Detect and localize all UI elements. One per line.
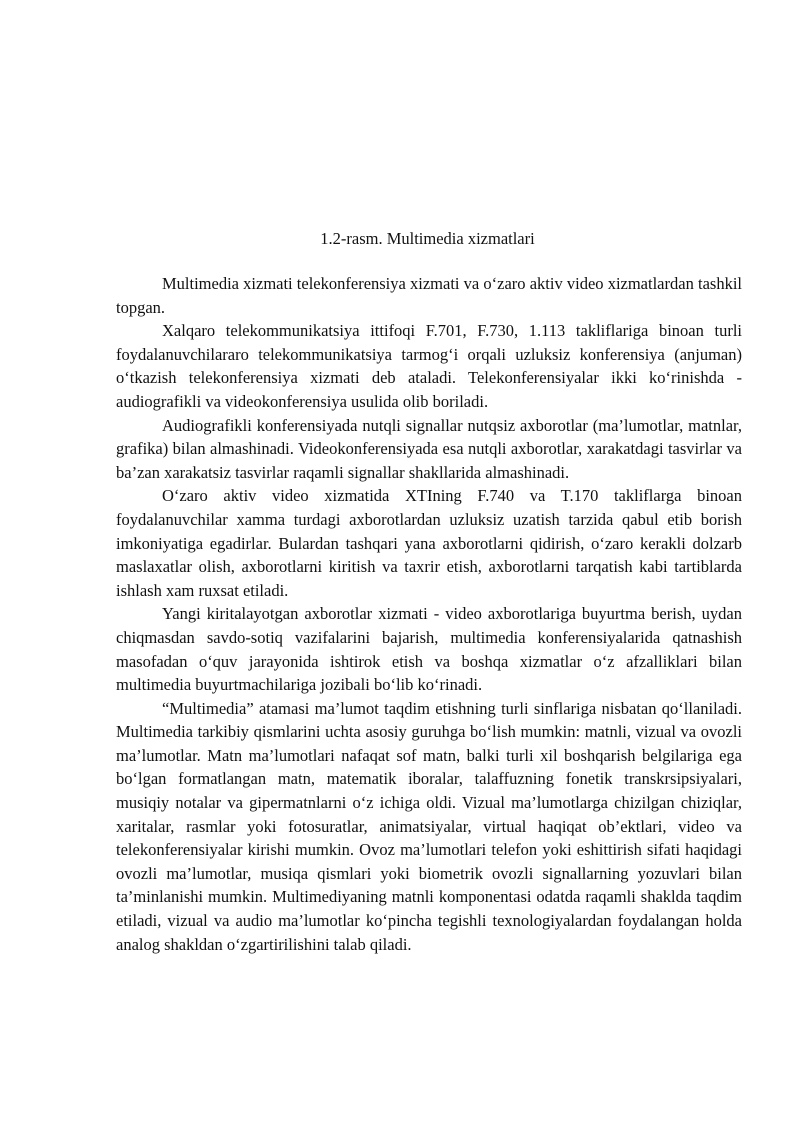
paragraph: Multimedia xizmati telekonferensiya xizmati va o‘zaro aktiv video xizmatlardan tashkil topgan. [116, 274, 742, 317]
paragraph: Xalqaro telekommunikatsiya ittifoqi F.701, F.730, 1.113 takliflariga binoan turli foydalanuvchilararo telekommunikatsiya tarmog‘i orqali uzluksiz konferensiya (anjuman) o‘tkazish telekonferensiya xizmati deb ataladi. Telekonferensiyalar ikki ko‘rinishda - audiografikli va videokonferensiya usulida olib boriladi. [116, 321, 742, 411]
paragraph: Audiografikli konferensiyada nutqli signallar nutqsiz axborotlar (ma’lumotlar, matnlar, grafika) bilan almashinadi. Videokonferensiyada esa nutqli axborotlar, xarakatdagi tasvirlar va ba’zan xarakatsiz tasvirlar raqamli signallar shakllarida almashinadi. [116, 415, 742, 482]
paragraph: “Multimedia” atamasi ma’lumot taqdim etishning turli sinflariga nisbatan qo‘llaniladi. Multimedia tarkibiy qismlarini uchta asosiy guruhga bo‘lish mumkin: matnli, vizual va ovozli ma’lumotlar. Matn ma’lumotlari nafaqat sof matn, balki turli xil boshqarish belgilariga ega bo‘lgan formatlangan matn, matematik iboralar, talaffuzning fonetik transkrsipsiyalari, musiqiy notalar va gipermatnlarni o‘z ichiga oldi. Vizual ma’lumotlarga chizilgan chiziqlar, xaritalar, rasmlar yoki fotosuratlar, animatsiyalar, virtual haqiqat ob’ektlari, video va telekonferensiyalar kirishi mumkin. Ovoz ma’lumotlari telefon yoki eshittirish sifati haqidagi ovozli ma’lumotlar, musiqa qismlari yoki biometrik ovozli signallarning yozuvlari bilan ta’minlanishi mumkin. Multimediyaning matnli komponentasi odatda raqamli shaklda taqdim etiladi, vizual va audio ma’lumotlar ko‘pincha tegishli texnologiyalardan foydalangan holda analog shakldan o‘zgartirilishini talab qiladi. [116, 698, 742, 954]
paragraph: O‘zaro aktiv video xizmatida XTIning F.740 va T.170 takliflarga binoan foydalanuvchilar xamma turdagi axborotlardan uzluksiz uzatish tarzida qabul etib borish imkoniyatiga egadirlar. Bulardan tashqari yana axborotlarni qidirish, o‘zaro kerakli dolzarb maslaxatlar olish, axborotlarni kiritish va taxrir etish, axborotlarni tarqatish kabi tartiblarda ishlash xam ruxsat etiladi. [116, 486, 742, 600]
figure-caption: 1.2-rasm. Multimedia xizmatlari [320, 229, 535, 248]
body-text [116, 272, 742, 956]
paragraph: Yangi kiritalayotgan axborotlar xizmati - video axborotlariga buyurtma berish, uydan chiqmasdan savdo-sotiq vazifalarini bajarish, multimedia konferensiyalarida qatnashish masofadan o‘quv jarayonida ishtirok etish va boshqa xizmatlar o‘z afzalliklari bilan multimedia buyurtmachilariga jozibali bo‘lib ko‘rinadi. [116, 604, 742, 695]
